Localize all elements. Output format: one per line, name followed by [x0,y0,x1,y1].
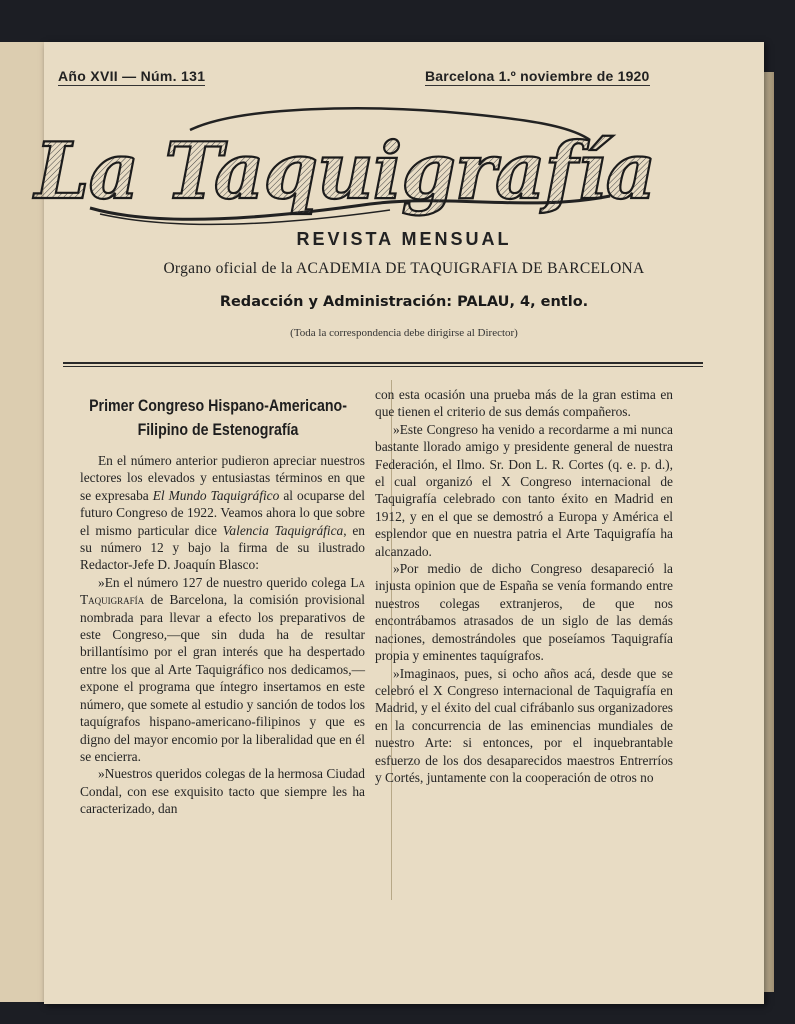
paragraph: »En el número 127 de nuestro querido colega La Taquigrafía de Barcelona, la comisión provisional nombrada para llevar a efecto los preparativos de este Congreso,—que sin duda ha de resultar brillantísimo por el gran interés que ha despertado entre los que al Arte Taquigráfico nos dedicamos,—expone el programa que íntegro insertamos en este número, que somete al estudio y sanción de todos los taquígrafos hispano-americano-filipinos y que es digno del mayor encomio por la liberalidad que en él se encierra. [80,574,365,764]
paragraph: »Por medio de dicho Congreso desapareció la injusta opinion que de España se venía formando entre nuestros colegas extranjeros, de que nos encontrábamos atrasados de un siglo de las demás naciones, demostrándoles que poseíamos Taquigrafía propia y eminentes taquígrafos. [375,561,673,664]
paragraph: con esta ocasión una prueba más de la gran estima en que tienen el criterio de sus demás compañeros. [375,387,673,420]
masthead-logo-art [34,100,656,230]
place-date: Barcelona 1.º noviembre de 1920 [425,68,650,84]
article-title-line-1: Primer Congreso Hispano-Americano- [89,397,347,415]
magazine-subtitle: REVISTA MENSUAL [296,229,512,249]
left-column [80,452,365,818]
paragraph: »Este Congreso ha venido a recordarme a mi nunca bastante llorado amigo y presidente general de nuestra Federación, el Ilmo. Sr. Don L. R. Cortes (q. e. p. d.), el cual organizó el X Congreso internacional de Taquigrafía celebrado con tanto éxito en Madrid en 1912, y en el que se demostró a Europa y América el esplendor que en nuestra patria el Arte Taquigrafía ha alcanzado. [375,421,673,559]
page-stack-edge [764,72,774,992]
header-rule [63,362,703,364]
correspondence-note: (Toda la correspondencia debe dirigirse al Director) [290,327,518,339]
issue-number: Año XVII — Núm. 131 [58,68,206,84]
masthead-title: La Taquigrafía [34,126,656,217]
header-rule-thin [63,366,703,367]
paragraph: En el número anterior pudieron apreciar nuestros lectores los elevados y entusiastas términos en que se expresaba El Mundo Taquigráfico al ocuparse del futuro Congreso de 1922. Veamos ahora lo que sobre el mismo particular dice Valencia Taquigráfica, en su número 12 y bajo la firma de su ilustrado Redactor-Jefe D. Joaquín Blasco: [80,453,365,573]
official-organ-line: Organo oficial de la ACADEMIA DE TAQUIGRAFIA DE BARCELONA [163,260,645,277]
paragraph: »Imaginaos, pues, si ocho años acá, desde que se celebró el X Congreso internacional de Taquigrafía en Madrid, y el éxito del cual cifrábanlo sus organizadores en la concurrencia de las eminencias mundiales de nuestro Arte: si entonces, por el inquebrantable esfuerzo de los dos desaparecidos maestros Entrerríos y Cortés, juntamente con la cooperación de otros no [375,665,673,785]
administration-address: Redacción y Administración: PALAU, 4, entlo. [219,294,589,310]
paragraph: »Nuestros queridos colegas de la hermosa Ciudad Condal, con ese exquisito tacto que siempre les ha caracterizado, dan [80,766,366,817]
article-title-line-2: Filipino de Estenografía [137,421,299,439]
article-title [80,394,355,442]
masthead-logo [34,100,656,230]
right-column [375,386,673,786]
